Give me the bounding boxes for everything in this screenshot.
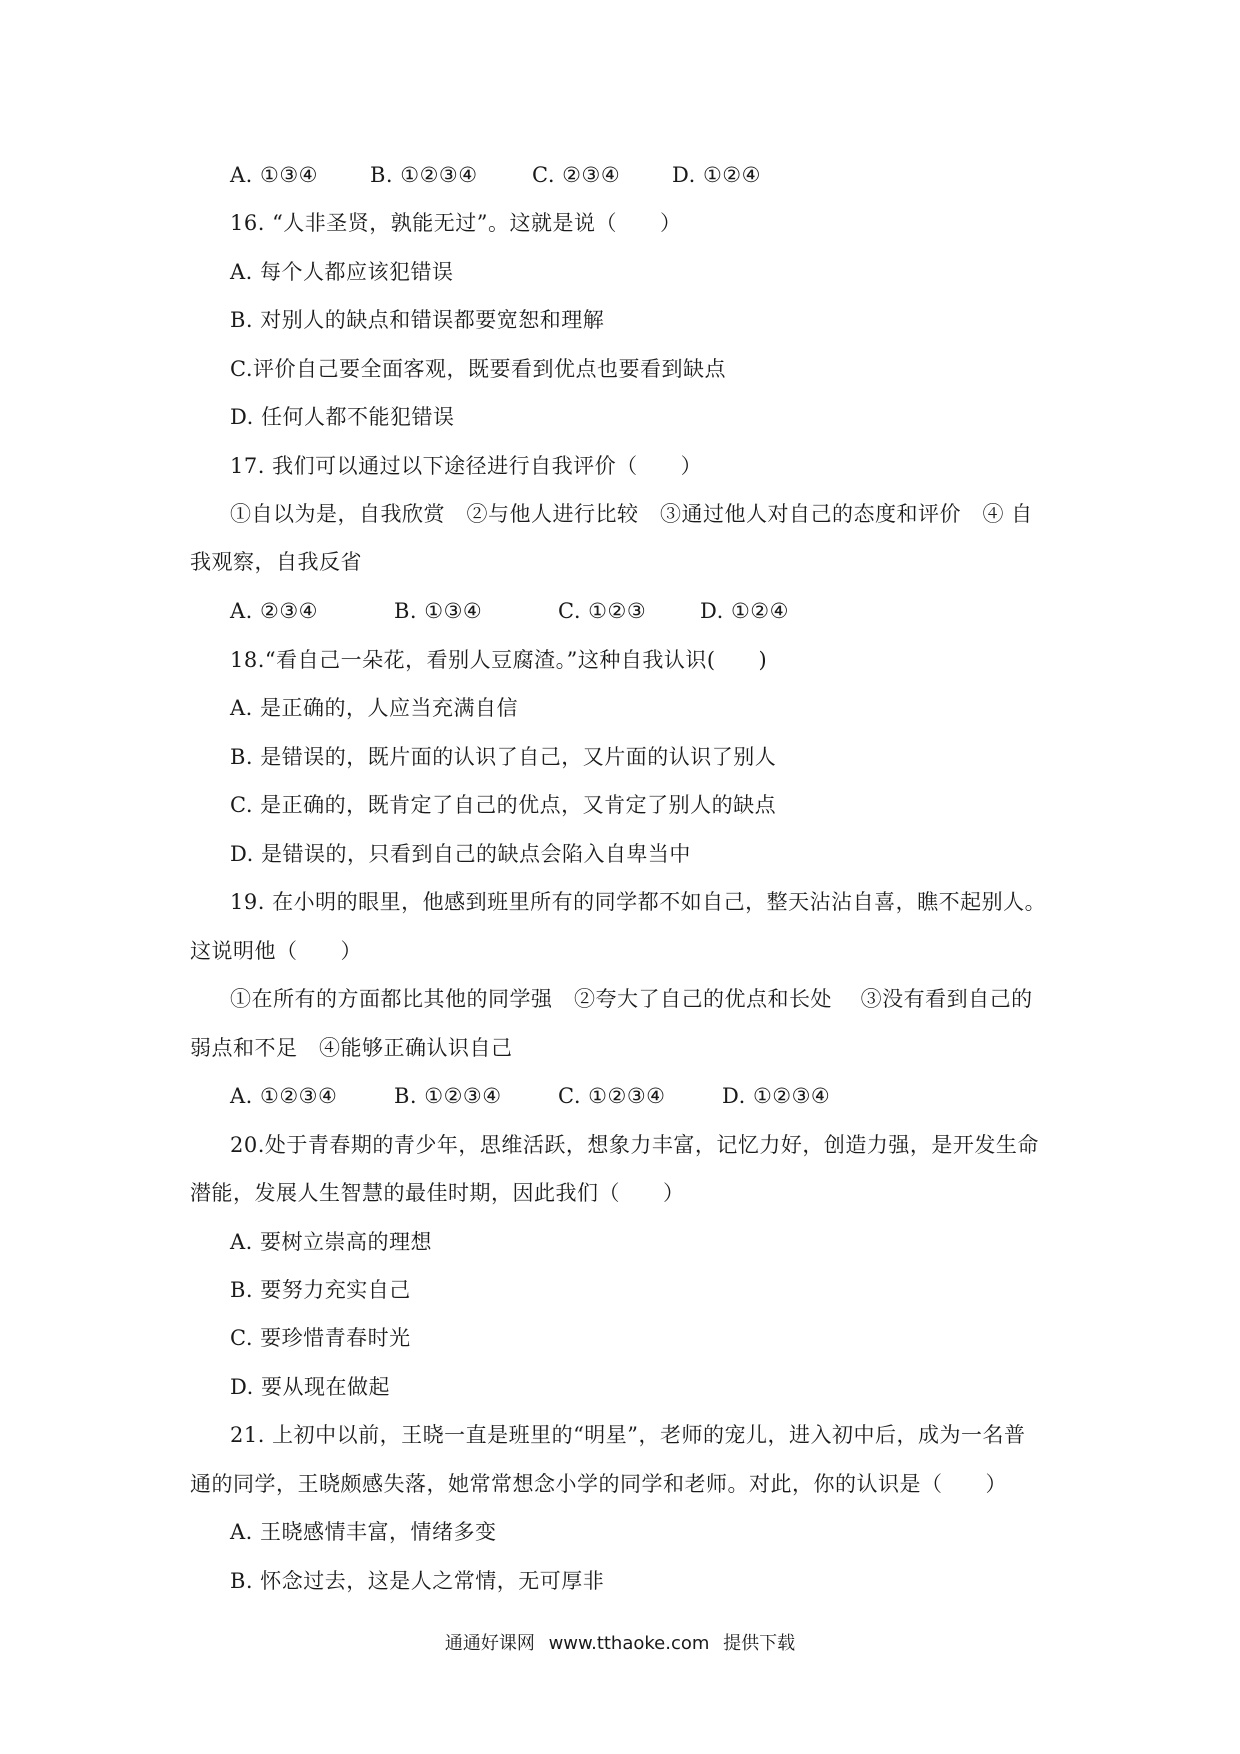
option: C. ②③④: [532, 163, 621, 187]
q21-stem-line2: 通的同学，王晓颇感失落，她常常想念小学的同学和老师。对此，你的认识是（ ）: [190, 1472, 1007, 1496]
option: C. ①②③④: [558, 1084, 666, 1108]
q15-options: [230, 160, 761, 190]
q20-option-a: A. 要树立崇高的理想: [230, 1230, 433, 1254]
option: C. ①②③: [558, 599, 647, 623]
q16-stem: 16. “人非圣贤，孰能无过”。这就是说（ ）: [230, 211, 682, 235]
q19-items-line2: 弱点和不足 ④能够正确认识自己: [190, 1036, 513, 1060]
q20-stem-line1: 20.处于青春期的青少年，思维活跃，想象力丰富，记忆力好，创造力强，是开发生命: [230, 1133, 1039, 1157]
q16-option-a: A. 每个人都应该犯错误: [230, 260, 454, 284]
q17-stem: 17. 我们可以通过以下途径进行自我评价（ ）: [230, 454, 703, 478]
q21-stem-line1: 21. 上初中以前，王晓一直是班里的“明星”，老师的宠儿，进入初中后，成为一名普: [230, 1423, 1026, 1447]
option: A. ②③④: [230, 599, 318, 623]
footer-suffix: 提供下载: [723, 1633, 796, 1654]
option: B. ①③④: [394, 599, 483, 623]
option: D. ①②③④: [722, 1084, 831, 1108]
q18-option-d: D. 是错误的，只看到自己的缺点会陷入自卑当中: [230, 842, 691, 866]
q16-option-b: B. 对别人的缺点和错误都要宽恕和理解: [230, 308, 605, 332]
q16-option-c: C.评价自己要全面客观，既要看到优点也要看到缺点: [230, 357, 726, 381]
option: D. ①②④: [672, 163, 761, 187]
q20-option-b: B. 要努力充实自己: [230, 1278, 411, 1302]
q18-option-a: A. 是正确的，人应当充满自信: [230, 696, 519, 720]
footer-url-link[interactable]: www.tthaoke.com: [548, 1633, 710, 1654]
q18-option-b: B. 是错误的，既片面的认识了自己，又片面的认识了别人: [230, 745, 777, 769]
option: A. ①②③④: [230, 1084, 338, 1108]
q19-stem-line1: 19. 在小明的眼里，他感到班里所有的同学都不如自己，整天沾沾自喜，瞧不起别人。: [230, 890, 1047, 914]
q20-option-d: D. 要从现在做起: [230, 1375, 390, 1399]
q19-items-line1: ①在所有的方面都比其他的同学强 ②夸大了自己的优点和长处 ③没有看到自己的: [230, 987, 1033, 1011]
q19-options: [230, 1081, 830, 1111]
option: B. ①②③④: [370, 163, 478, 187]
page-footer: [0, 1630, 1240, 1658]
option: A. ①③④: [230, 163, 318, 187]
q18-option-c: C. 是正确的，既肯定了自己的优点，又肯定了别人的缺点: [230, 793, 777, 817]
q19-stem-line2: 这说明他（ ）: [190, 939, 362, 963]
q18-stem: 18.“看自己一朵花，看别人豆腐渣。”这种自我认识( ): [230, 648, 768, 672]
footer-site-name: 通通好课网: [444, 1633, 535, 1654]
q17-items-line1: ①自以为是，自我欣赏 ②与他人进行比较 ③通过他人对自己的态度和评价 ④ 自: [230, 502, 1033, 526]
option: B. ①②③④: [394, 1084, 502, 1108]
q21-option-a: A. 王晓感情丰富，情绪多变: [230, 1520, 497, 1544]
q16-option-d: D. 任何人都不能犯错误: [230, 405, 455, 429]
option: D. ①②④: [700, 599, 789, 623]
q20-stem-line2: 潜能，发展人生智慧的最佳时期，因此我们（ ）: [190, 1181, 685, 1205]
q21-option-b: B. 怀念过去，这是人之常情，无可厚非: [230, 1569, 605, 1593]
q17-items-line2: 我观察，自我反省: [190, 550, 362, 574]
q17-options: [230, 596, 789, 626]
q20-option-c: C. 要珍惜青春时光: [230, 1326, 411, 1350]
